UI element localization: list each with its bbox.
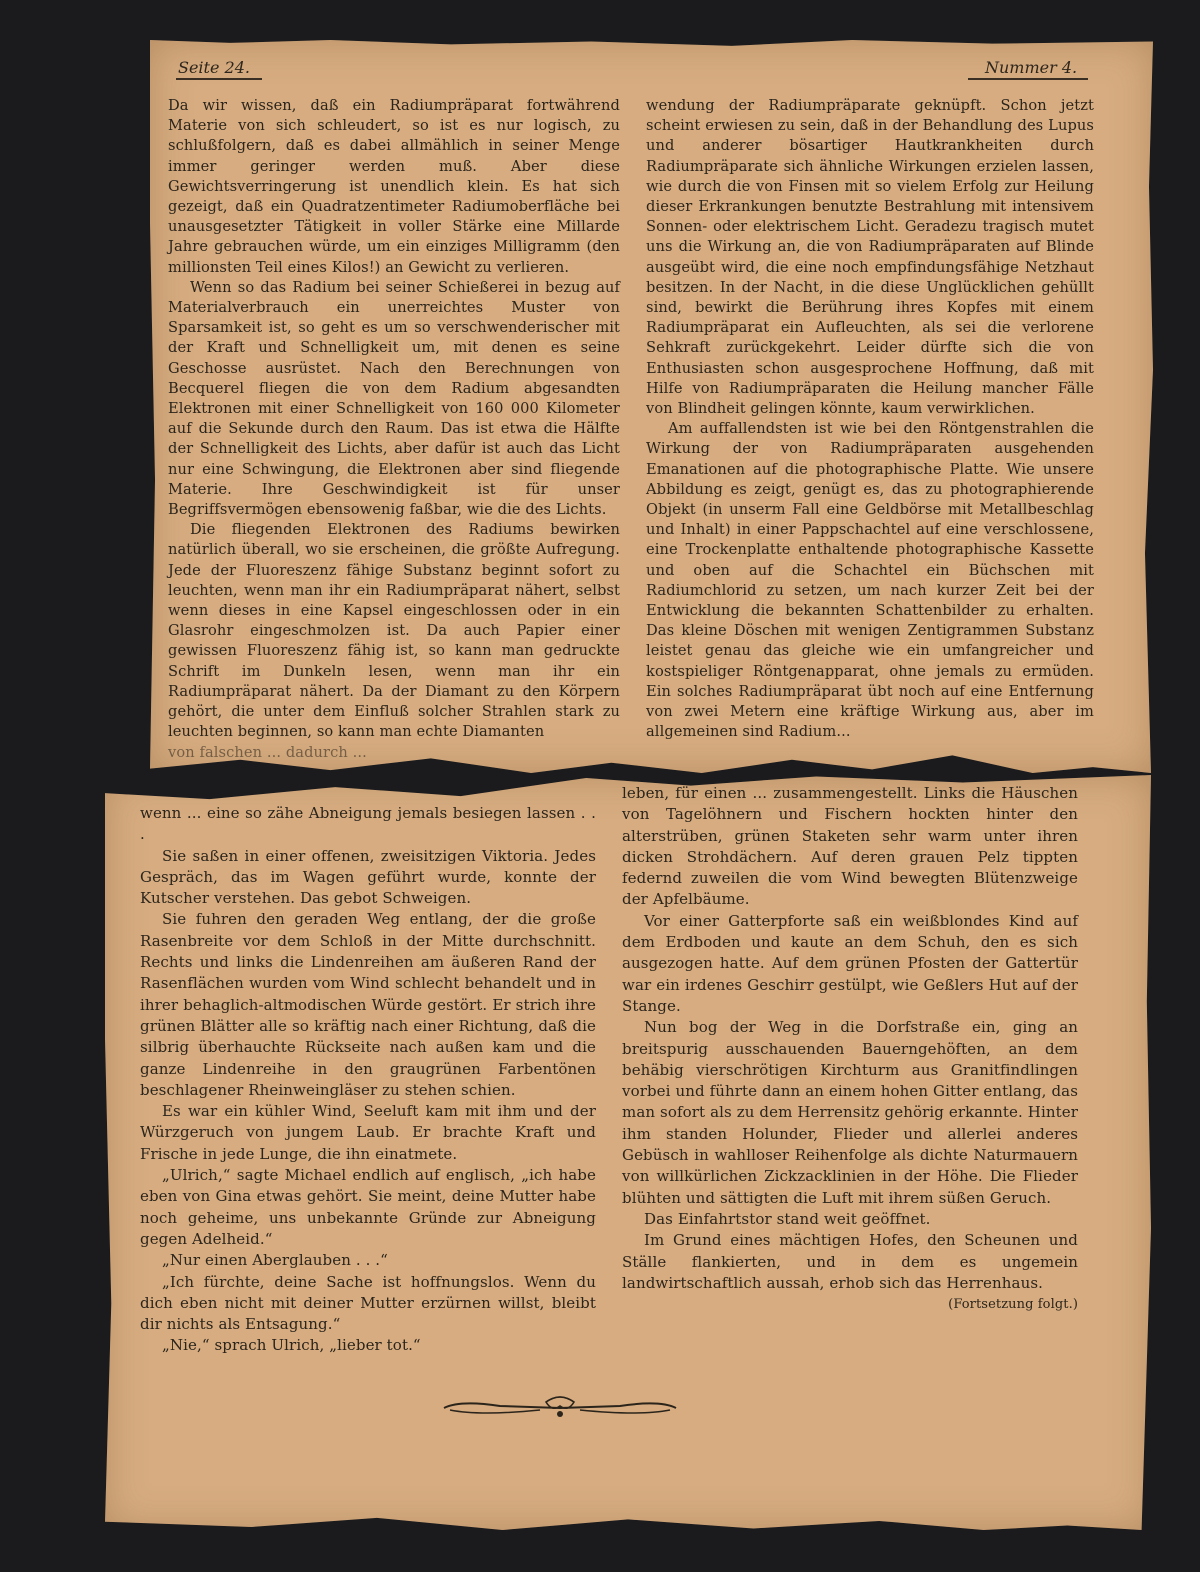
paragraph: Sie fuhren den geraden Weg entlang, der die große Rasenbreite vor dem Schloß in der Mitte durchschnitt. Rechts und links die Lindenreihen am äußeren Rand der Rasenflächen wurden vom Wind schlecht behandelt und in ihrer behaglich-altmodischen Würde gestört. Er strich ihre grünen Blätter alle so kräftig nach einer Richtung, daß die silbrig überhauchte Rückseite nach außen kam und die ganze Lindenreihe in den graugrünen Farbentönen beschlagener Rheinweingläser zu stehen schien. — [140, 910, 596, 1099]
story-column-bottom-right — [622, 783, 1078, 1315]
paragraph: Am auffallendsten ist wie bei den Röntgenstrahlen die Wirkung der von Radiumpräparaten ausgehenden Emanationen auf die photographische Platte. Wie unsere Abbildung es zeigt, genügt es, das zu photographierende Objekt (in unserm Fall eine Geldbörse mit Metallbeschlag und Inhalt) in einer Pappschachtel auf eine verschlossene, eine Trockenplatte enthaltende photographische Kassette und oben auf die Schachtel ein Büchschen mit Radiumchlorid zu setzen, um nach kurzer Zeit bei der Entwicklung die bekannten Schattenbilder zu erhalten. Das kleine Döschen mit wenigen Zentigrammen Substanz leistet genau das gleiche wie ein umfangreicher und kostspieliger Röntgenapparat, ohne jemals zu ermüden. Ein solches Radiumpräparat übt noch auf eine Entfernung von zwei Metern eine kräftige Wirkung aus, aber im allgemeinen sind Radium... — [646, 420, 1094, 741]
paragraph: Vor einer Gatterpforte saß ein weißblondes Kind auf dem Erdboden und kaute an dem Schuh, den es sich ausgezogen hatte. Auf dem grünen Pfosten der Gattertür war ein irdenes Geschirr gestülpt, wie Geßlers Hut auf der Stange. — [622, 911, 1078, 1015]
paragraph: Das Einfahrtstor stand weit geöffnet. — [644, 1209, 931, 1228]
article-column-top-left — [168, 96, 620, 763]
issue-number: Nummer 4. — [985, 58, 1078, 77]
paragraph: „Nie,“ sprach Ulrich, „lieber tot.“ — [162, 1336, 421, 1355]
paragraph: wendung der Radiumpräparate geknüpft. Schon jetzt scheint erwiesen zu sein, daß in der Behandlung des Lupus und anderer bösartiger Hautkrankheiten durch Radiumpräparate sich ähnliche Wirkungen erzielen lassen, wie durch die von Finsen mit so vielem Erfolg zur Heilung dieser Erkrankungen benutzte Bestrahlung mit intensivem Sonnen- oder elektrischem Licht. Geradezu tragisch mutet uns die Wirkung an, die von Radiumpräparaten auf Blinde ausgeübt wird, die eine noch empfindungsfähige Netzhaut besitzen. In der Nacht, in die diese Unglücklichen gehüllt sind, bewirkt die Berührung ihres Kopfes mit einem Radiumpräparat ein Aufleuchten, als sei die verlorene Sehkraft zurückgekehrt. Leider dürfte sich die von Enthusiasten schon ausgesprochene Hoffnung, daß mit Hilfe von Radiumpräparaten die Heilung mancher Fälle von Blindheit gelingen könnte, kaum verwirklichen. — [646, 97, 1094, 418]
paragraph: leben, für einen ... zusammengestellt. Links die Häuschen von Tagelöhnern und Fischern hockten hinter den alterstrüben, grünen Staketen sehr warm unter ihren dicken Strohdächern. Auf deren grauen Pelz tippten federnd zuweilen die vom Wind bewegten Blütenzweige der Apfelbäume. — [622, 784, 1078, 909]
paragraph: Sie saßen in einer offenen, zweisitzigen Viktoria. Jedes Gespräch, das im Wagen geführt wurde, konnte der Kutscher verstehen. Das gebot Schweigen. — [140, 846, 596, 908]
paragraph: Im Grund eines mächtigen Hofes, den Scheunen und Ställe flankierten, und in dem es ungemein landwirtschaftlich aussah, erhob sich das Herrenhaus. — [622, 1231, 1078, 1292]
paragraph: Da wir wissen, daß ein Radiumpräparat fortwährend Materie von sich schleudert, so ist es nur logisch, zu schlußfolgern, daß es dabei allmählich in seiner Menge immer geringer werden muß. Aber diese Gewichtsverringerung ist unendlich klein. Es hat sich gezeigt, daß ein Quadratzentimeter Radiumoberfläche bei unausgesetzter Tätigkeit in voller Stärke eine Millarde Jahre gebrauchen würde, um ein einziges Milligramm (den millionsten Teil eines Kilos!) an Gewicht zu verlieren. — [168, 97, 620, 276]
paragraph: Es war ein kühler Wind, Seeluft kam mit ihm und der Würzgeruch von jungem Laub. Er brachte Kraft und Frische in jede Lunge, die ihn einatmete. — [140, 1102, 596, 1163]
ornament-divider-icon — [440, 1394, 680, 1422]
paragraph: Die fliegenden Elektronen des Radiums bewirken natürlich überall, wo sie erscheinen, die größte Aufregung. Jede der Fluoreszenz fähige Substanz beginnt sofort zu leuchten, wenn man ihr ein Radiumpräparat nähert, selbst wenn dieses in eine Kapsel eingeschlossen oder in ein Glasrohr eingeschmolzen ist. Da auch Papier einer gewissen Fluoreszenz fähig ist, so kann man gedruckte Schrift im Dunkeln lesen, wenn man ihr ein Radiumpräparat nähert. Da der Diamant zu den Körpern gehört, die unter dem Einfluß solcher Strahlen stark zu leuchten beginnen, so kann man echte Diamanten — [168, 521, 620, 741]
paragraph: Nun bog der Weg in die Dorfstraße ein, ging an breitspurig ausschauenden Bauerngehöften, an dem behäbig vierschrötigen Kirchturm aus Granitfindlingen vorbei und führte dann an einem hohen Gitter entlang, das man sofort als zu dem Herrensitz gehörig erkannte. Hinter ihm standen Holunder, Flieder und allerlei anderes Gebüsch in wahlloser Reihenfolge als dichte Naturmauern von willkürlichen Zickzacklinien in der Höhe. Die Flieder blühten und sättigten die Luft mit ihrem süßen Geruch. — [622, 1018, 1078, 1207]
continuation-note: (Fortsetzung folgt.) — [948, 1297, 1078, 1313]
article-column-top-right — [646, 96, 1094, 743]
paragraph: „Nur einen Aberglauben . . .“ — [162, 1251, 388, 1270]
paragraph-torn: von falschen ... dadurch ... — [168, 743, 367, 761]
paragraph: wenn ... eine so zähe Abneigung jemals besiegen lassen . . . — [140, 804, 596, 844]
story-column-bottom-left — [140, 803, 596, 1357]
page-number: Seite 24. — [178, 58, 250, 77]
paragraph: „Ulrich,“ sagte Michael endlich auf englisch, „ich habe eben von Gina etwas gehört. Sie meint, deine Mutter habe noch geheime, uns unbekannte Gründe zur Abneigung gegen Adelheid.“ — [140, 1166, 596, 1248]
paragraph: „Ich fürchte, deine Sache ist hoffnungslos. Wenn du dich eben nicht mit deiner Mutter erzürnen willst, bleibt dir nichts als Entsagung.“ — [140, 1272, 596, 1334]
paragraph: Wenn so das Radium bei seiner Schießerei in bezug auf Materialverbrauch ein unerreichtes Muster von Sparsamkeit ist, so geht es um so verschwenderischer mit der Kraft und Schnelligkeit um, mit denen es seine Geschosse ausrüstet. Nach den Berechnungen von Becquerel fliegen die von dem Radium abgesandten Elektronen mit einer Schnelligkeit von 160 000 Kilometer auf die Sekunde durch den Raum. Das ist etwa die Hälfte der Schnelligkeit des Lichts, aber dafür ist auch das Licht nur eine Schwingung, die Elektronen aber sind fliegende Materie. Ihre Geschwindigkeit ist für unser Begriffsvermögen ebensowenig faßbar, wie die des Lichts. — [168, 278, 620, 519]
header-rule-right — [968, 78, 1088, 80]
header-rule-left — [176, 78, 262, 80]
